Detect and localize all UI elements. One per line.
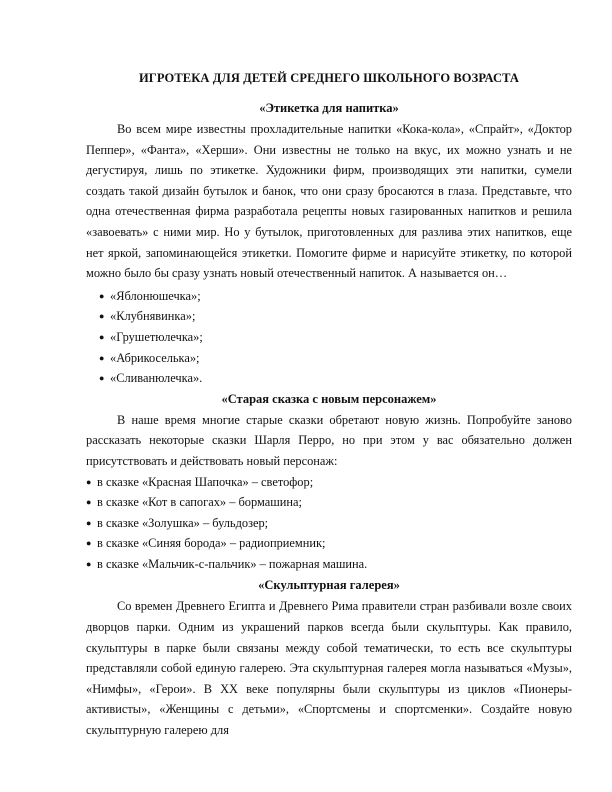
- list-item: ● в сказке «Мальчик-с-пальчик» – пожарная машина.: [86, 554, 572, 575]
- list-item: ● «Сливанюлечка».: [99, 368, 572, 389]
- section-heading-label: «Скульптурная галерея»: [258, 578, 400, 593]
- document-title: ИГРОТЕКА ДЛЯ ДЕТЕЙ СРЕДНЕГО ШКОЛЬНОГО ВОЗРАСТА: [138, 71, 520, 85]
- section-paragraph-label: В наше время многие старые сказки обретают новую жизнь. Попробуйте заново рассказать некоторые сказки Шарля Перро, но при этом у вас обязательно должен присутствовать и действовать новый персонаж:: [86, 412, 572, 468]
- bullet-icon: ●: [86, 497, 92, 508]
- list-item: ● в сказке «Красная Шапочка» – светофор;: [86, 472, 572, 493]
- bullet-icon: ●: [86, 538, 92, 549]
- list-item: ● «Абрикоселька»;: [99, 348, 572, 369]
- list-item: ● «Грушетюлечка»;: [99, 327, 572, 348]
- list-item: ● в сказке «Синяя борода» – радиоприемник;: [86, 533, 572, 554]
- bullet-icon: ●: [99, 331, 105, 342]
- fairy-tales-list: [86, 472, 572, 575]
- bullet-icon: ●: [99, 352, 105, 363]
- document-content: [86, 70, 572, 741]
- section-paragraph-label: Во всем мире известны прохладительные напитки «Кока-кола», «Спрайт», «Доктор Пеппер», «Фанта», «Херши». Они известны не только на вкус, их можно узнать и не дегустируя, лишь по этикетке. Художники фирм, производящих эти напитки, сумели создать такой дизайн бутылок и банок, что они сразу бросаются в глаза. Представьте, что одна отечественная фирма разработала рецепты новых газированных напитков и решила «завоевать» с ними мир. Но у бутылок, приготовленных для разлива этих напитков, еще нет яркой, запоминающейся этикетки. Помогите фирме и нарисуйте этикетку, по которой можно было бы сразу узнать новый отечественный напиток. А называется он…: [86, 122, 572, 281]
- bullet-icon: ●: [86, 558, 92, 569]
- list-item: ● в сказке «Золушка» – бульдозер;: [86, 513, 572, 534]
- bullet-icon: ●: [99, 311, 105, 322]
- section-paragraph-label: Со времен Древнего Египта и Древнего Рима правители стран разбивали возле своих дворцов парки. Одним из украшений парков всегда были скульптуры. Как правило, скульптуры в парке были связаны между собой тематически, то есть все скульптуры представляли собой единую галерею. Эта скульптурная галерея могла называться «Музы», «Нимфы», «Герои». В XX веке популярны были скульптуры из циклов «Пионеры-активисты», «Женщины с детьми», «Спортсмены и спортсменки». Создайте новую скульптурную галерею для: [86, 599, 572, 738]
- list-item: ● «Яблонюшечка»;: [99, 286, 572, 307]
- bullet-icon: ●: [99, 373, 105, 384]
- bullet-icon: ●: [86, 517, 92, 528]
- bullet-icon: ●: [99, 290, 105, 301]
- bullet-icon: ●: [86, 476, 92, 487]
- section-heading-label: «Этикетка для напитка»: [259, 101, 399, 115]
- drink-names-list: [86, 286, 572, 389]
- list-item: ● в сказке «Кот в сапогах» – бормашина;: [86, 492, 572, 513]
- list-item: ● «Клубнявинка»;: [99, 306, 572, 327]
- section-heading-label: «Старая сказка с новым персонажем»: [221, 391, 437, 406]
